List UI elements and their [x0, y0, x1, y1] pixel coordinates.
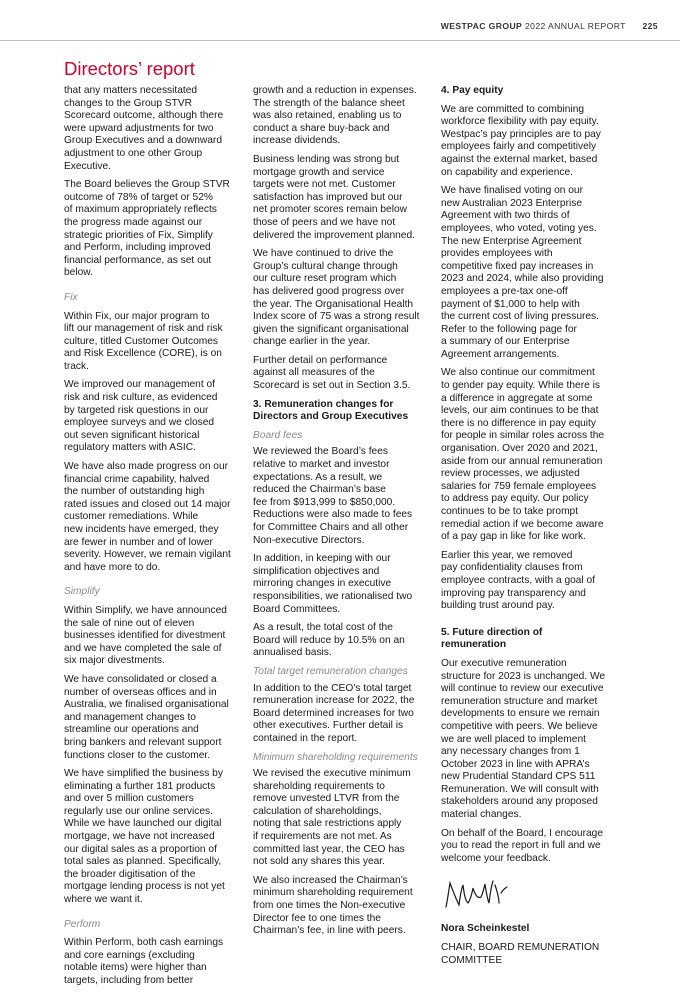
paragraph: We are committed to combining workforce flexibility with pay equity. Westpac’s pay principles are to pay employees fairly and competitively against the external market, based on capability and experience. [441, 103, 601, 178]
paragraph: In addition, in keeping with our simplification objectives and mirroring changes in executive responsibilities, we rationalised two Board Committees. [253, 553, 413, 615]
column-2 [253, 85, 428, 944]
paragraph: Within Simplify, we have announced the sale of nine out of eleven businesses identified for divestment and we have completed the sale of six major divestments. [64, 604, 227, 667]
paragraph: We have simplified the business by eliminating a further 181 products and over 5 million customers regularly use our online services. While we have launched our digital mortgage, we have not increased our digital sales as a proportion of total sales as planned. Specifically, the broader digitisation of the mortgage lending process is not yet where we want it. [64, 768, 225, 906]
paragraph: We also increased the Chairman’s minimum shareholding requirement from one times the Non-executive Director fee to one times the Chairman’s fee, in line with peers. [253, 874, 413, 937]
subheading-perform: Perform [64, 918, 101, 930]
paragraph: We also continue our commitment to gender pay equity. While there is a difference in aggregate at some levels, our aim continues to be that there is no difference in pay equity for people in similar roles across the organisation. Over 2020 and 2021, aside from our annual remuneration review processes, we adjusted salaries for 759 female employees to address pay equity. Our policy continues to be to take prompt remedial action if we become aware of a pay gap in like for like work. [441, 367, 605, 543]
subheading-simplify: Simplify [64, 586, 100, 598]
paragraph: The Board believes the Group STVR outcome of 78% of target or 52% of maximum appropriately reflects the progress made against our strategic priorities of Fix, Simplify and Perform, including improved financial performance, as set out below. [64, 179, 230, 279]
paragraph: On behalf of the Board, I encourage you to read the report in full and we welcome your feedback. [441, 827, 603, 864]
paragraph: We have continued to drive the Group’s cultural change through our culture reset program which has delivered good progress over the year. The Organisational Health Index score of 75 was a strong result given the significant organisational change earlier in the year. [253, 248, 420, 348]
signature-mark [441, 873, 511, 917]
signatory-title: CHAIR, BOARD REMUNERATION COMMITTEE [441, 942, 600, 966]
paragraph: We have finalised voting on our new Australian 2023 Enterprise Agreement with two thirds of employees, who voted, voting yes. The new Enterprise Agreement provides employees with competitive fixed pay increases in 2023 and 2024, while also providing employees a pre-tax one-off payment of $1,000 to help with the current cost of living pressures. Refer to the following page for a summary of our Enterprise Agreement arrangements. [441, 185, 604, 360]
header-report: 2022 ANNUAL REPORT [524, 21, 626, 31]
header-org: WESTPAC GROUP [440, 21, 523, 31]
subheading-board-fees: Board fees [253, 429, 303, 441]
section-heading-3: 3. Remuneration changes for Directors and Group Executives [253, 398, 409, 423]
paragraph: We revised the executive minimum shareholding requirements to remove unvested LTVR from the calculation of shareholdings, noting that sale restrictions apply if requirements are not met. As committed last year, the CEO has not sold any shares this year. [253, 768, 411, 868]
section-heading-5: 5. Future direction of remuneration [441, 626, 543, 651]
running-header [441, 21, 658, 31]
column-1 [64, 85, 239, 994]
signature [441, 873, 616, 917]
subheading-minimum-shareholding: Minimum shareholding requirements [253, 751, 418, 763]
section-heading-4: 4. Pay equity [441, 85, 504, 96]
paragraph: We improved our management of risk and risk culture, as evidenced by targeted risk questions in our employee surveys and we closed out seven significant historical regulatory matters with ASIC. [64, 379, 218, 454]
paragraph: We have also made progress on our financial crime capability, halved the number of outstanding high rated issues and closed out 14 major customer remediations. While new incidents have emerged, they are fewer in number and of lower severity. However, we remain vigilant and have more to do. [64, 461, 231, 573]
paragraph: We reviewed the Board’s fees relative to market and investor expectations. As a result, we reduced the Chairman’s base fee from $913,999 to $850,000. Reductions were also made to fees for Committee Chairs and all other Non-executive Directors. [253, 446, 413, 546]
paragraph: growth and a reduction in expenses. The strength of the balance sheet was also retained, enabling us to conduct a share buy-back and increase dividends. [253, 85, 417, 147]
paragraph: We have consolidated or closed a number of overseas offices and in Australia, we finalised organisational and management changes to streamline our operations and bring bankers and relevant support functions closer to the customer. [64, 673, 229, 761]
paragraph: In addition to the CEO’s total target remuneration increase for 2022, the Board determined increases for two other executives. Further detail is contained in the report. [253, 682, 415, 744]
paragraph: Further detail on performance against all measures of the Scorecard is set out in Section 3.5. [253, 354, 411, 392]
paragraph: Within Fix, our major program to lift our management of risk and risk culture, titled Customer Outcomes and Risk Excellence (CORE), is on track. [64, 310, 223, 372]
subheading-fix: Fix [64, 291, 78, 303]
paragraph: Within Perform, both cash earnings and core earnings (excluding notable items) were higher than targets, including from better [64, 937, 224, 986]
paragraph: Our executive remuneration structure for 2023 is unchanged. We will continue to review our executive remuneration structure and market developments to ensure we remain competitive with peers. We believe we are well placed to implement any necessary changes from 1 October 2023 in line with APRA’s new Prudential Standard CPS 511 Remuneration. We will consult with stakeholders around any proposed material changes. [441, 657, 606, 821]
page-number: 225 [642, 21, 658, 31]
paragraph: As a result, the total cost of the Board will reduce by 10.5% on an annualised basis. [253, 622, 405, 659]
column-3 [441, 85, 616, 973]
page-title: Directors’ report [64, 58, 195, 79]
signatory-name: Nora Scheinkestel [441, 923, 530, 935]
paragraph: Earlier this year, we removed pay confidentiality clauses from employee contracts, with a goal of improving pay transparency and building trust around pay. [441, 549, 596, 612]
subheading-total-target-remuneration: Total target remuneration changes [253, 665, 408, 677]
header-divider [0, 40, 680, 41]
paragraph: that any matters necessitated changes to the Group STVR Scorecard outcome, although there were upward adjustments for two Group Executives and a downward adjustment to one other Group Executive. [64, 85, 224, 172]
paragraph: Business lending was strong but mortgage growth and service targets were not met. Customer satisfaction has improved but our net promoter scores remain below those of peers and we have not delivered the improvement planned. [253, 153, 415, 241]
